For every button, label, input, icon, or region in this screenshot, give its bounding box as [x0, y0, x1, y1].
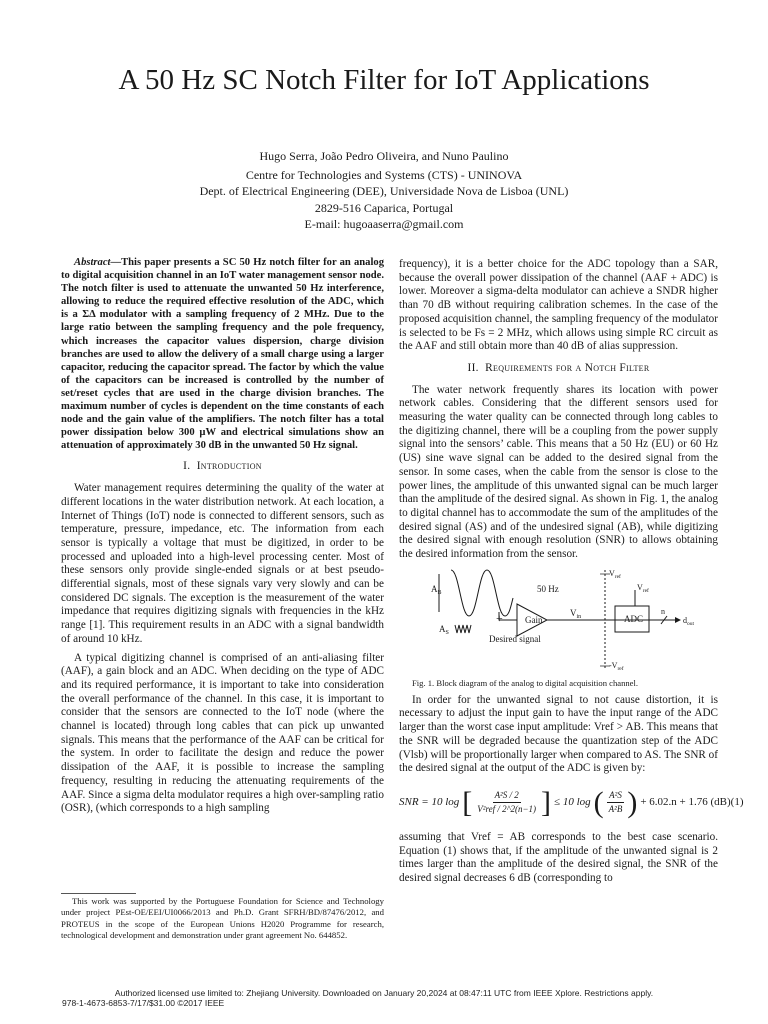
label-gain: Gain — [525, 614, 543, 625]
bracket-open: [ — [462, 785, 473, 819]
label-as: $A_S$ — [439, 623, 449, 636]
address-line: 2829-516 Caparica, Portugal — [314, 200, 454, 215]
bracket-close: ] — [541, 785, 552, 819]
equation-tail: + 6.02.n + 1.76 (dB) — [640, 796, 731, 809]
label-vref-bottom: $-V_{ref}$ — [609, 660, 624, 672]
section-number: II. — [467, 361, 479, 374]
continued-paragraph: frequency), it is a better choice for the ADC topology than a SAR, because the overall power dissipation of the channel (AAF + ADC) is lower. Moreover a sigma-delta modulator can achieve a SNDR higher than 70 dB without requiring calibration schemes. In the case of the proposed acquisition channel, the sampling frequency of the modulator is selected to be Fs = 2 MHz, which allows using simple RC circuit as the AAF and still obtain more than 40 dB of alias suppression. — [399, 258, 718, 353]
label-ab: $A_B$ — [431, 583, 442, 596]
author-block — [0, 148, 768, 233]
abstract-text: —This paper presents a SC 50 Hz notch filter for an analog to digital acquisition channel in an IoT water management sensor node. The notch filter is used to attenuate the unwanted 50 Hz interference, allowing to reduce the required effective resolution of the ADC, which is a ΣΔ modulator with a sampling frequency of 2 MHz. Due to the large ratio between the sampling frequency and the pole frequency, which increases the capacitor values dispersion, charge division branches are used to allow the delivery of a small charge using a larger capacitor, reducing the capacitor spread. The factor by which the value of the capacitors can be increased is controlled by the number of set/reset cycles that are used in the charge division branches. The maximum number of cycles is dependent on the time constants of each node and the gain value of the amplifiers. The notch filter has a total power dissipation below 300 µW and electrical simulations show an attenuation of approximately 30 dB in the unwanted 50 Hz signal. — [61, 257, 384, 452]
affiliation-line-1: Centre for Technologies and Systems (CTS) - UNINOVA — [245, 167, 523, 182]
paren-close: ) — [627, 785, 638, 819]
isbn-footer: 978-1-4673-6853-7/17/$31.00 ©2017 IEEE — [62, 998, 225, 1008]
snr-equation — [399, 781, 744, 825]
author-names: Hugo Serra, João Pedro Oliveira, and Nuno Paulino — [259, 149, 509, 163]
block-diagram-figure — [399, 568, 718, 672]
output-arrowhead — [675, 617, 681, 623]
left-column — [61, 256, 384, 821]
fraction-1-numerator: A²S / 2 — [493, 789, 521, 804]
equation-number: (1) — [730, 796, 744, 809]
label-vref-top: $V_{ref}$ — [609, 568, 621, 580]
label-dout: $d_{out}$ — [683, 615, 695, 627]
section-heading-requirements — [399, 362, 718, 376]
requirements-paragraph: The water network frequently shares its location with power network cables. Considering that the different sensors used for measuring the water quality can be connected through long cables to the digitizing channel, there will be a coupling from the power supply signal into the sensors’ cable. This means that a 50 Hz (EU) or 60 Hz (US) sine wave signal can be added to the desired signal from the sensor. In some cases, when the cable from the sensor is close to the power lines, the amplitude of this unwanted signal can be much larger than the amplitude of the desired signal. As shown in Fig. 1, the analog to digital channel has to accommodate the sum of the amplitudes of the desired signal (AS) and of the undesired signal (AB), while digitizing the desired signal with enough resolution (SNR) to allows obtaining the desired information from the sensor. — [399, 383, 718, 561]
assumption-paragraph: assuming that Vref = AB corresponds to the best case scenario. Equation (1) shows that, if the amplitude of the unwanted signal is 2 times larger than the amplitude of the desired signal, the SNR of the desired signal decreases 6 dB (corresponding to — [399, 830, 718, 885]
equation-leq: ≤ 10 log — [554, 796, 591, 809]
label-50hz: 50 Hz — [537, 583, 559, 594]
fraction-2-numerator: A²S — [607, 789, 624, 804]
label-desired-signal: Desired signal — [489, 633, 541, 644]
desired-signal-wave — [455, 625, 471, 633]
fraction-2 — [607, 789, 625, 817]
abstract-label: Abstract — [74, 257, 111, 268]
figure-caption: Fig. 1. Block diagram of the analog to digital acquisition channel. — [412, 677, 639, 688]
paren-open: ( — [593, 785, 604, 819]
section-heading-introduction — [61, 460, 384, 474]
right-column — [399, 258, 744, 891]
interference-sine-wave — [451, 570, 513, 616]
abstract — [61, 256, 384, 452]
section-number: I. — [183, 460, 191, 473]
label-plus: + — [496, 610, 503, 625]
fraction-1-denominator: V²ref / 2^2(n−1) — [477, 804, 537, 815]
intro-paragraph-2: A typical digitizing channel is comprised of an anti-aliasing filter (AAF), a gain block and an ADC. When deciding on the type of ADC and its required performance, it is important to take into consideration the overall performance of the channel. In this case, it is important to consider that the sensors are connected to the IoT node (where the channel is located) through long cables that can pick up unwanted signals. This means that the performance of the AAF can be critical for the system. In order to facilitate the design and reduce the power dissipation of the AAF, it is possible to increase the sampling frequency, resulting in reducing the attenuating requirements of the AAF. Since a sigma delta modulator requires a high over-sampling ratio (OSR), (which corresponds to a high sampling — [61, 651, 384, 815]
equation-body — [399, 785, 731, 819]
label-vref-adc: $V_{ref}$ — [637, 582, 649, 594]
fraction-2-denominator: A²B — [608, 804, 623, 815]
distortion-paragraph: In order for the unwanted signal to not cause distortion, it is necessary to adjust the input gain to have the input range of the ADC larger than the worst case input amplitude: Vref > AB. This means that the SNR will be degraded because the quantization step of the ADC (Vlsb) will be proportionally larger when compared to AS. The SNR of the desired signal at the output of the ADC is given by: — [399, 693, 718, 775]
equation-lhs: SNR = 10 log — [399, 796, 460, 809]
intro-paragraph-1: Water management requires determining the quality of the water at different locations in the water distribution network. At each location, a Internet of Things (IoT) node is connected to different sensors, such as temperature, pressure, impedance, etc. The information from each sensor is typically a voltage that must be digitized, in order to be processed and uploaded into a high-level processing center. Most of these sensors only provide single-ended signals or at best pseudo-differential signals, most of these signals vary very slowly and can be considered DC signals. The exception is the measurement of the water impedance that requires digitizing signals with frequencies in the kHz range [1]. This requirement results in an ADC with a signal bandwidth of around 10 kHz. — [61, 482, 384, 645]
label-vin: $V_{in}$ — [570, 607, 582, 620]
label-adc: ADC — [624, 613, 644, 624]
paper-title: A 50 Hz SC Notch Filter for IoT Applications — [118, 64, 650, 96]
fraction-1 — [475, 789, 538, 817]
footnote-divider — [61, 893, 136, 894]
email-line: E-mail: hugoaaserra@gmail.com — [304, 217, 464, 231]
funding-footnote: This work was supported by the Portuguese Foundation for Science and Technology under project PEst-OE/EEI/UI0066/2013 and Ph.D. Grant SFRH/BD/87476/2012, and PROTEUS in the scope of the European Unions H2020 Programme for research, technological development and demonstration under grant agreement No. 644852. — [61, 896, 384, 941]
section-title: Requirements for a Notch Filter — [485, 361, 650, 374]
affiliation-line-2: Dept. of Electrical Engineering (DEE), Universidade Nova de Lisboa (UNL) — [199, 184, 569, 198]
label-n-bits: n — [661, 606, 665, 616]
section-title: Introduction — [196, 460, 262, 473]
license-footer: Authorized licensed use limited to: Zhejiang University. Downloaded on January 20,2024 at 08:47:11 UTC from IEEE Xplore. Restrictions apply. — [114, 988, 654, 998]
block-diagram-svg — [399, 568, 718, 672]
